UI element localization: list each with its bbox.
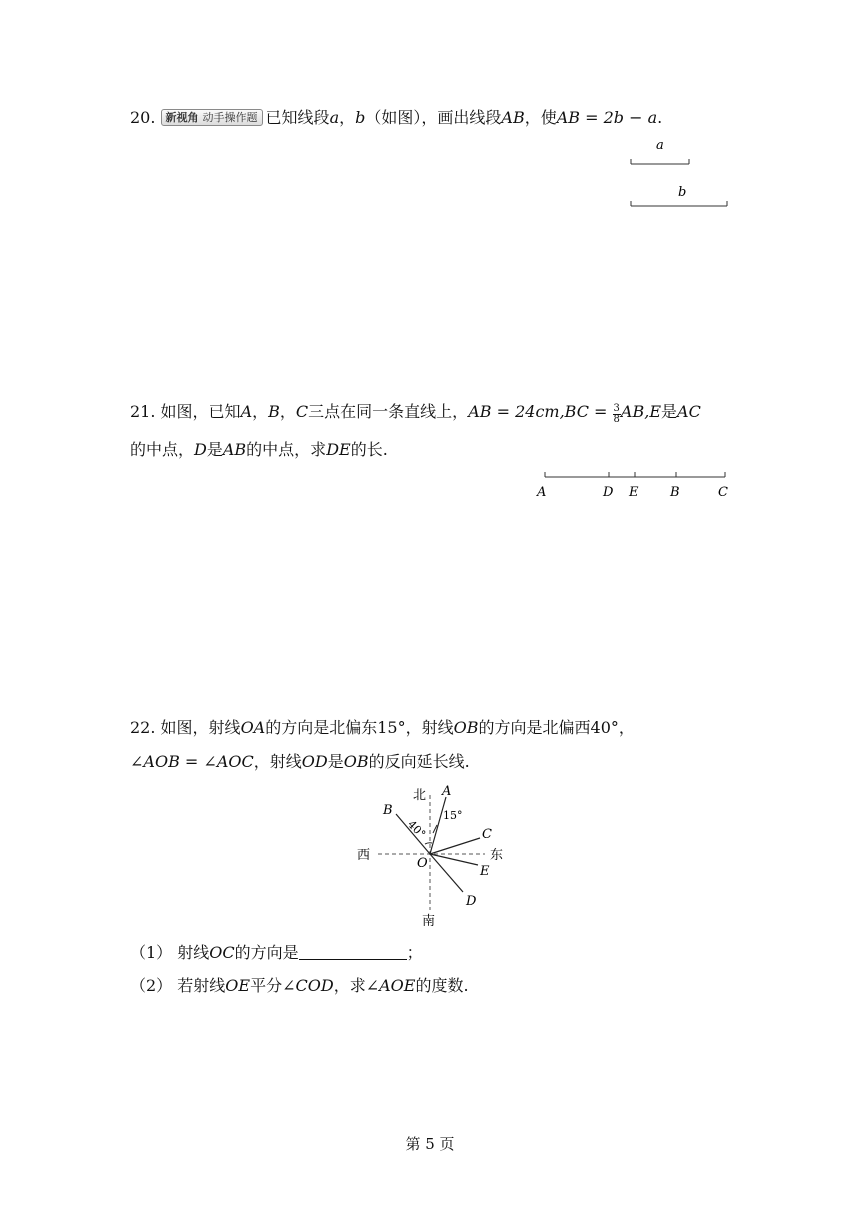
point-b-label: B: [383, 803, 393, 818]
angle-15-label: 15°: [443, 809, 463, 822]
compass-rays-figure: [345, 785, 525, 935]
page-number: 第 5 页: [405, 1135, 455, 1153]
east-label: 东: [490, 848, 504, 863]
west-label: 西: [357, 848, 371, 863]
angle-arc-40: [425, 843, 432, 844]
question-number: 22.: [130, 718, 156, 737]
question-22-line2: ∠AOB = ∠AOC，射线OD是OB的反向延长线.: [130, 752, 470, 771]
point-c-label: C: [482, 827, 492, 842]
segment-b: [631, 201, 727, 206]
question-number: 20.: [130, 108, 156, 127]
question-21-line1: 21. 如图，已知A，B，C三点在同一条直线上，AB = 24cm,BC = $\frac{3}{8}$ AB,E是AC: [130, 402, 701, 425]
number-line-figure: [535, 468, 745, 508]
ray-oe: [430, 854, 478, 865]
point-b-label: B: [670, 485, 680, 500]
question-22-part-2: （2） 若射线OE平分∠COD，求∠AOE的度数.: [130, 976, 469, 995]
ray-oc: [430, 838, 480, 854]
segments-figure: [620, 135, 740, 215]
question-21-line2: 的中点，D是AB的中点，求DE的长.: [130, 440, 388, 459]
point-d-label: D: [603, 485, 614, 500]
point-e-label: E: [480, 864, 490, 879]
question-22-line1: 22. 如图，射线OA的方向是北偏东15°，射线OB的方向是北偏西40°，: [130, 718, 635, 737]
point-a-label: A: [537, 485, 547, 500]
question-20: 20. 新视角 动手操作题 已知线段a，b（如图），画出线段AB，使AB = 2b − a.: [130, 108, 663, 127]
angle-40-label: 40°: [405, 817, 429, 841]
ray-oa: [430, 797, 446, 854]
fraction-3-8: $\frac{3}{8}$: [613, 403, 620, 425]
south-label: 南: [422, 914, 436, 929]
north-label: 北: [413, 788, 427, 803]
ray-od: [430, 854, 463, 892]
segment-a: [631, 159, 689, 164]
answer-blank[interactable]: [299, 945, 407, 960]
question-tag: 新视角 动手操作题: [161, 109, 263, 126]
segment-a-label: a: [656, 138, 664, 153]
point-o-label: O: [417, 856, 428, 871]
point-c-label: C: [718, 485, 728, 500]
point-e-label: E: [629, 485, 639, 500]
question-number: 21.: [130, 402, 156, 421]
point-d-label: D: [466, 894, 477, 909]
segment-b-label: b: [678, 185, 687, 200]
point-a-label: A: [442, 784, 452, 799]
question-22-part-1: （1） 射线OC的方向是 ；: [130, 943, 423, 962]
